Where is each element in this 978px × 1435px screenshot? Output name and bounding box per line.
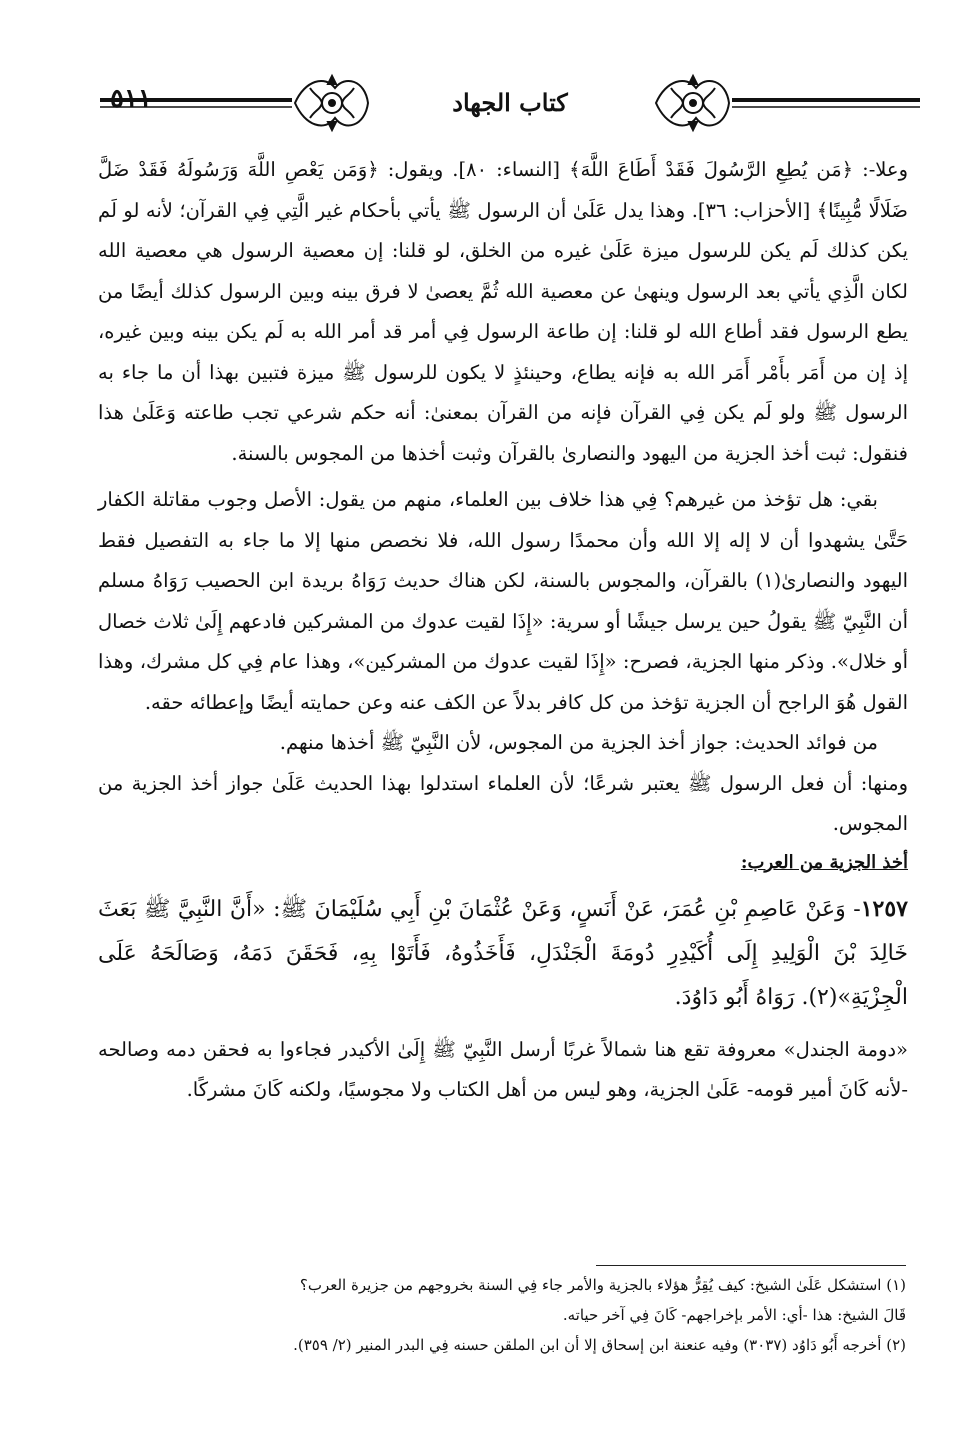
footnote-divider bbox=[596, 1265, 906, 1266]
right-ornament-icon bbox=[656, 76, 729, 130]
left-ornament-icon bbox=[295, 76, 368, 130]
chapter-title: كتاب الجهاد bbox=[452, 88, 568, 117]
section-heading: أخذ الجزية من العرب: bbox=[740, 851, 908, 873]
hadith-number: ١٢٥٧ bbox=[860, 895, 908, 922]
paragraph: بقي: هل تؤخذ من غيرهم؟ فِي هذا خلاف بين العلماء، منهم من يقول: الأصل وجوب مقاتلة الكفار حَتَّىٰ يشهدوا أن لا إله إلا الله وأن محمدًا رسول الله، فلا نخصص منها إلا ما جاء به التفصيل فقط اليهود والنصارىٰ(١) بالقرآن، والمجوس بالسنة، لكن هناك حديث رَوَاهُ بريدة ابن الحصيب رَوَاهُ مسلم أن النَّبِيّ ﷺ يقولُ حين يرسل جيشًا أو سرية: «إِذَا لقيت عدوك من المشركين فادعهم إِلَىٰ ثلاث خصال أو خلال». وذكر منها الجزية، فصرح: «إِذَا لقيت عدوك من المشركين»، وهذا عام فِي كل مشرك، وهذا القول هُوَ الراجح أن الجزية تؤخذ من كل كافر بدلاً عن الكف عنه وعن حمايته أيضًا وإعطائه حقه. bbox=[98, 488, 908, 714]
footnote-1: (١) استشكل عَلَىٰ الشيخ: كيف يُقِرُّ هؤلاء بالجزية والأمر جاء فِي السنة بخروجهم من جزيرة العرب؟ bbox=[299, 1276, 906, 1294]
paragraph: ومنها: أن فعل الرسول ﷺ يعتبر شرعًا؛ لأن العلماء استدلوا بهذا الحديث عَلَىٰ جواز أخذ الجزية من المجوس. bbox=[98, 771, 908, 835]
paragraph: من فوائد الحديث: جواز أخذ الجزية من المجوس، لأن النَّبِيّ ﷺ أخذها منهم. bbox=[279, 731, 878, 754]
footnote-2: (٢) أخرجه أَبُو دَاوُد (٣٠٣٧) وفيه عنعنة ابن إسحاق إلا أن ابن الملقن حسنه فِي البدر المنير (٢/ ٣٥٩). bbox=[293, 1336, 906, 1354]
paragraph: «دومة الجندل» معروفة تقع هنا شمالاً غربًا أرسل النَّبِيّ ﷺ إِلَىٰ الأكيدر فجاءوا به فحقن دمه وصالحه -لأنه كَانَ أمير قومه- عَلَىٰ الجزية، وهو ليس من أهل الكتاب ولا مجوسيًا، ولكنه كَانَ مشركًا. bbox=[98, 1037, 908, 1101]
page-header bbox=[100, 70, 920, 150]
hadith-text: - وَعَنْ عَاصِمِ بْنِ عُمَرَ، عَنْ أَنَسٍ، وَعَنْ عُثْمَانَ بْنِ أَبِي سُلَيْمَانَ ﷺ: «أَنَّ النَّبِيَّ ﷺ بَعَثَ خَالِدَ بْنَ الْوَلِيدِ إِلَى أُكَيْدِرِ دُومَةَ الْجَنْدَلِ، فَأَخَذُوهُ، فَأَتَوْا بِهِ، فَحَقَنَ دَمَهُ، وَصَالَحَهُ عَلَى الْجِزْيَةِ»(٢). رَوَاهُ أَبُو دَاوُدَ. bbox=[98, 896, 908, 1010]
footnote-1-continued: قَالَ الشيخ: هذا -أي: الأمر بإخراجهم- كَانَ فِي آخر حياته. bbox=[562, 1306, 906, 1324]
hadith-block bbox=[98, 887, 908, 1020]
footnotes bbox=[130, 1270, 906, 1360]
main-text bbox=[98, 150, 908, 1111]
paragraph: وعلا-: ﴿مَن يُطِعِ الرَّسُولَ فَقَدْ أَطَاعَ اللَّهَ﴾ [النساء: ٨٠]. ويقول: ﴿وَمَن يَعْصِ اللَّهَ وَرَسُولَهُ فَقَدْ ضَلَّ ضَلَالًا مُّبِينًا﴾ [الأحزاب: ٣٦]. وهذا يدل عَلَىٰ أن الرسول ﷺ يأتي بأحكام غير الَّتِي فِي القرآن؛ لأنه لو لَم يكن كذلك لَم يكن للرسول ميزة عَلَىٰ غيره من الخلق، لو قلنا: إن معصية الرسول هي معصية الله لكان الَّذِي يأتي بعد الرسول وينهىٰ عن معصية الله ثُمَّ يعصىٰ لا فرق بينه وبين الرسول كذلك أيضًا من يطع الرسول فقد أطاع الله لو قلنا: إن طاعة الرسول فِي أمر قد أمر الله به لَم يكن بينه وبين غيره، إذ إن من أَمَر بأَمْر أَمَر الله به فإنه يطاع، وحينئذٍ لا يكون للرسول ﷺ ميزة فتبين بهذا أن ما جاء به الرسول ﷺ ولو لَم يكن فِي القرآن فإنه من القرآن بمعنىٰ: أنه حكم شرعي تجب طاعته وَعَلَىٰ هذا فنقول: ثبت أخذ الجزية من اليهود والنصارىٰ بالقرآن وثبت أخذها من المجوس بالسنة. bbox=[98, 158, 908, 465]
page-number: ٥١١ bbox=[110, 84, 152, 114]
